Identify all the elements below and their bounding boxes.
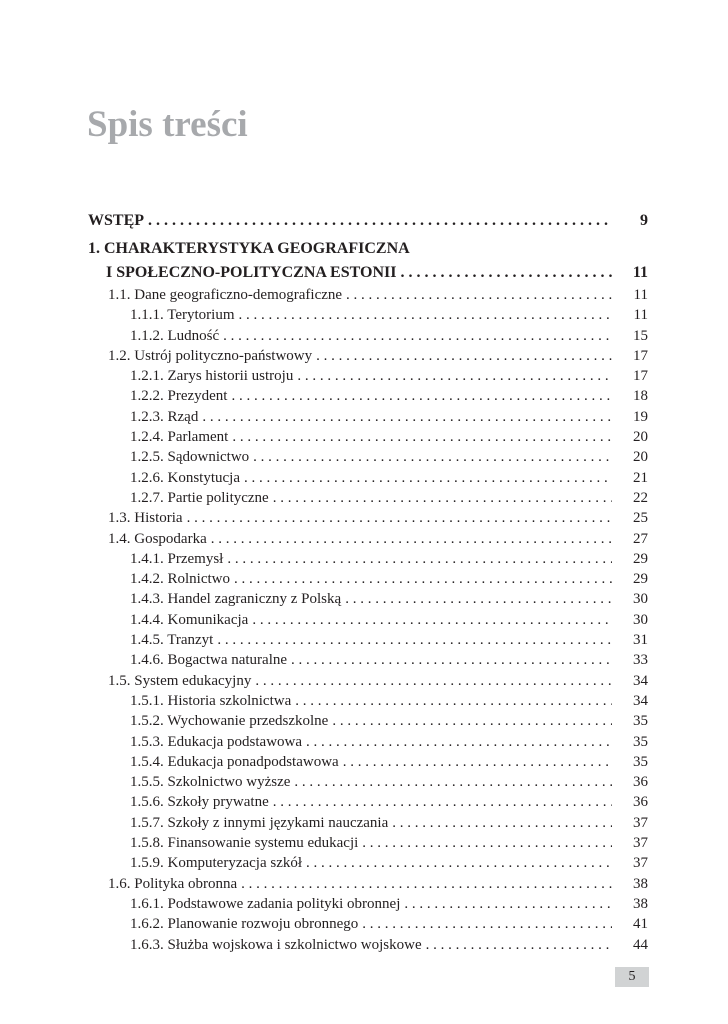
toc-entry [88, 914, 648, 934]
toc-entry [88, 427, 648, 447]
toc-entry-page: 11 [633, 307, 648, 324]
toc-entry-page: 11 [633, 287, 648, 303]
toc-leader-dots [343, 752, 612, 772]
toc-leader-dots [294, 772, 612, 792]
toc-entry-page: 38 [633, 875, 648, 892]
toc-entry-label: 1.5.8. Finansowanie systemu edukacji [130, 835, 359, 852]
toc-entry-label: 1.6. Polityka obronna [108, 875, 238, 892]
toc-entry-page: 11 [632, 264, 648, 281]
toc-entry [88, 589, 648, 609]
toc-entry [88, 853, 648, 873]
page-number: 5 [615, 967, 649, 987]
toc-leader-dots [244, 468, 612, 488]
toc-entry [88, 610, 648, 630]
toc-entry-label: 1.2.2. Prezydent [130, 388, 228, 405]
toc-entry-page: 17 [633, 347, 648, 364]
toc-entry [88, 386, 648, 406]
toc-entry-label: 1.5.1. Historia szkolnictwa [130, 692, 292, 709]
toc-entry-label: 1.4.4. Komunikacja [130, 611, 249, 628]
toc-leader-dots [223, 326, 612, 346]
toc-entry-label: 1.4.6. Bogactwa naturalne [130, 652, 288, 669]
toc-leader-dots [273, 488, 612, 508]
toc-leader-dots [316, 346, 612, 366]
toc-entry-page: 36 [633, 774, 648, 791]
toc-entry-label: 1.2.4. Parlament [130, 429, 229, 446]
toc-entry [88, 305, 648, 325]
toc-entry-label: 1.2. Ustrój polityczno-państwowy [108, 347, 313, 364]
toc-leader-dots [332, 711, 612, 731]
toc-leader-dots [306, 732, 612, 752]
toc-entry-page: 29 [633, 550, 648, 567]
toc-leader-dots [255, 671, 612, 691]
toc-entry-label: 1.1.1. Terytorium [130, 307, 235, 324]
toc-leader-dots [297, 366, 612, 386]
toc-entry-page: 30 [633, 591, 648, 608]
toc-entry-label: 1.4.1. Przemysł [130, 550, 224, 567]
toc-leader-dots [400, 261, 612, 285]
toc-entry-label: 1.1.2. Ludność [130, 327, 220, 344]
toc-entry [88, 285, 648, 305]
toc-entry-label: 1.4.2. Rolnictwo [130, 571, 230, 588]
toc-entry [88, 894, 648, 914]
toc-entry-page: 25 [633, 510, 648, 527]
toc-entry-label: 1.4.3. Handel zagraniczny z Polską [130, 591, 342, 608]
toc-leader-dots [241, 874, 612, 894]
toc-leader-dots [148, 209, 612, 233]
toc-entry-label: 1.1. Dane geograficzno-demograficzne [108, 287, 343, 303]
toc-entry [88, 237, 648, 261]
toc-entry [88, 833, 648, 853]
toc-leader-dots [273, 792, 612, 812]
toc-entry-label: 1.6.3. Służba wojskowa i szkolnictwo wojskowe [130, 936, 422, 953]
toc-leader-dots [239, 305, 613, 325]
toc-entry-label: 1.4.5. Tranzyt [130, 632, 214, 649]
toc-leader-dots [362, 914, 612, 934]
toc-entry-page: 29 [633, 571, 648, 588]
toc-entry [88, 508, 648, 528]
toc-entry [88, 935, 648, 955]
toc-entry-page: 33 [633, 652, 648, 669]
toc-entry [88, 407, 648, 427]
toc-entry [88, 447, 648, 467]
toc-entry-page: 34 [633, 692, 648, 709]
toc-entry-page: 15 [633, 327, 648, 344]
toc-entry [88, 650, 648, 670]
toc-entry-label: 1.5.5. Szkolnictwo wyższe [130, 774, 291, 791]
toc-entry [88, 752, 648, 772]
toc-entry-page: 18 [633, 388, 648, 405]
toc-entry-page: 30 [633, 611, 648, 628]
toc-entry-page: 37 [633, 835, 648, 852]
page-title: Spis treści [87, 104, 248, 145]
toc-entry-label: 1.5.4. Edukacja ponadpodstawowa [130, 753, 339, 770]
toc-entry-label: 1.2.5. Sądownictwo [130, 449, 250, 466]
toc-leader-dots [362, 833, 612, 853]
toc-entry-page: 21 [633, 469, 648, 486]
toc-leader-dots [217, 630, 612, 650]
toc-entry [88, 732, 648, 752]
toc-entry-page: 37 [633, 814, 648, 831]
toc-leader-dots [202, 407, 612, 427]
toc-entry-page: 36 [633, 794, 648, 811]
toc-entry-label: 1.5.6. Szkoły prywatne [130, 794, 269, 811]
toc-entry-label: 1.4. Gospodarka [108, 530, 207, 547]
toc-entry-page: 34 [633, 672, 648, 689]
toc-entry-page: 44 [633, 936, 648, 953]
toc-entry-page: 19 [633, 408, 648, 425]
toc-leader-dots [234, 569, 612, 589]
toc-entry-page: 35 [633, 753, 648, 770]
toc-entry [88, 671, 648, 691]
toc-leader-dots [187, 508, 612, 528]
toc-entry-label: 1.6.2. Planowanie rozwoju obronnego [130, 916, 359, 933]
toc-entry [88, 346, 648, 366]
toc-entry [88, 772, 648, 792]
toc-entry-page: 38 [633, 895, 648, 912]
toc-entry-page: 9 [640, 212, 648, 229]
toc-entry-page: 31 [633, 632, 648, 649]
toc-entry-label: WSTĘP [88, 212, 145, 229]
toc-entry-page: 20 [633, 429, 648, 446]
toc-entry [88, 529, 648, 549]
toc-leader-dots [392, 813, 612, 833]
toc-entry [88, 488, 648, 508]
toc-entry-page: 41 [633, 916, 648, 933]
toc-entry [88, 468, 648, 488]
toc-entry [88, 813, 648, 833]
toc-entry [88, 326, 648, 346]
toc-entry [88, 261, 648, 285]
toc-entry [88, 630, 648, 650]
toc-entry [88, 874, 648, 894]
toc-entry-label: 1.5.2. Wychowanie przedszkolne [130, 713, 329, 730]
toc-entry-page: 35 [633, 713, 648, 730]
toc-entry-label: 1.5.3. Edukacja podstawowa [130, 733, 303, 750]
toc-leader-dots [291, 650, 612, 670]
toc-leader-dots [346, 285, 612, 305]
toc-leader-dots [295, 691, 612, 711]
toc-leader-dots [253, 447, 612, 467]
toc-entry-page: 22 [633, 489, 648, 506]
toc-entry [88, 792, 648, 812]
toc-leader-dots [232, 427, 612, 447]
toc-entry-page: 37 [633, 855, 648, 872]
toc-leader-dots [211, 529, 612, 549]
toc-entry-label: 1.5.7. Szkoły z innymi językami nauczania [130, 814, 389, 831]
toc-entry-page: 27 [633, 530, 648, 547]
toc-entry [88, 711, 648, 731]
toc-entry-label: 1. CHARAKTERYSTYKA GEOGRAFICZNA [88, 240, 410, 257]
toc-entry [88, 569, 648, 589]
toc-leader-dots [404, 894, 612, 914]
toc-leader-dots [227, 549, 612, 569]
toc-leader-dots [231, 386, 612, 406]
toc-entry-page: 20 [633, 449, 648, 466]
table-of-contents [88, 209, 648, 955]
toc-entry-page: 35 [633, 733, 648, 750]
toc-entry-label: 1.2.6. Konstytucja [130, 469, 240, 486]
toc-entry-label: 1.6.1. Podstawowe zadania polityki obronnej [130, 895, 401, 912]
toc-leader-dots [426, 935, 612, 955]
toc-entry-label: 1.2.7. Partie polityczne [130, 489, 269, 506]
toc-entry-label: I SPOŁECZNO-POLITYCZNA ESTONII [106, 264, 397, 281]
toc-entry-label: 1.2.1. Zarys historii ustroju [130, 368, 294, 385]
toc-entry-page: 17 [633, 368, 648, 385]
toc-entry [88, 209, 648, 233]
toc-leader-dots [345, 589, 612, 609]
toc-entry-label: 1.5.9. Komputeryzacja szkół [130, 855, 303, 872]
toc-entry [88, 691, 648, 711]
toc-entry [88, 549, 648, 569]
toc-entry-label: 1.5. System edukacyjny [108, 672, 252, 689]
toc-entry-label: 1.2.3. Rząd [130, 408, 199, 425]
toc-entry-label: 1.3. Historia [108, 510, 183, 527]
toc-leader-dots [252, 610, 612, 630]
toc-leader-dots [306, 853, 612, 873]
toc-entry [88, 366, 648, 386]
